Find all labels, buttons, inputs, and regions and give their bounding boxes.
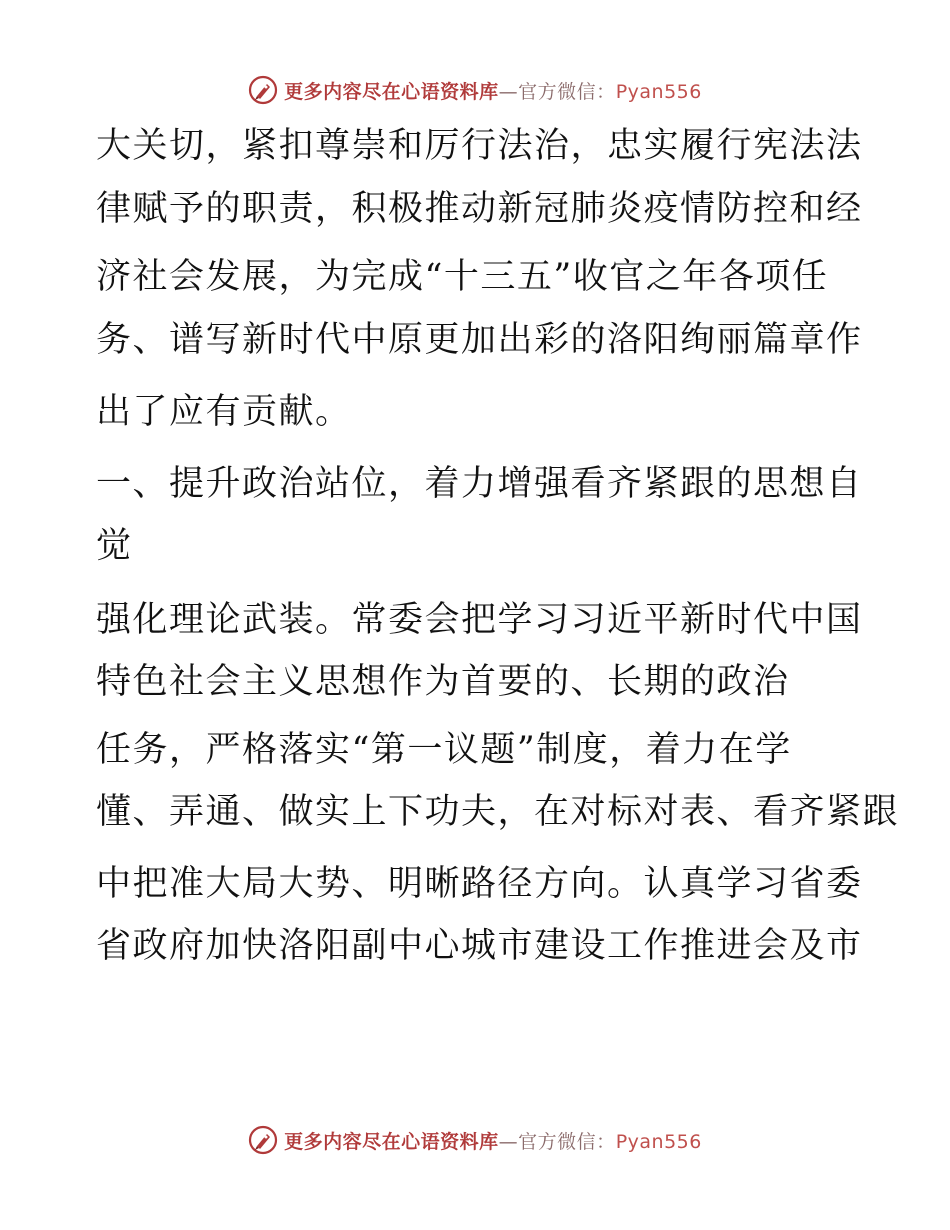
text-line: 务、谱写新时代中原更加出彩的洛阳绚丽篇章作 [96, 320, 863, 360]
text-line: 强化理论武装。常委会把学习习近平新时代中国 [96, 600, 863, 640]
header-watermark [0, 70, 950, 110]
text-line: 中把准大局大势、明晰路径方向。认真学习省委 [96, 864, 863, 904]
text-line: 大关切，紧扣尊崇和厉行法治，忠实履行宪法法 [96, 126, 863, 166]
text-line: 特色社会主义思想作为首要的、长期的政治 [96, 662, 790, 702]
pen-nib-logo-icon [248, 75, 278, 105]
pen-nib-logo-icon [248, 1125, 278, 1155]
text-line: 懂、弄通、做实上下功夫，在对标对表、看齐紧跟 [96, 792, 900, 832]
text-line: 一、提升政治站位，着力增强看齐紧跟的思想自 [96, 464, 863, 504]
text-line: 觉 [96, 526, 133, 566]
text-line: 出了应有贡献。 [96, 392, 352, 432]
footer-watermark [0, 1120, 950, 1160]
watermark-text: 更多内容尽在心语资料库—官方微信：Pyan556 [284, 80, 702, 103]
text-line: 任务，严格落实“第一议题”制度，着力在学 [96, 730, 792, 770]
text-line: 济社会发展，为完成“十三五”收官之年各项任 [96, 257, 829, 297]
watermark-text: 更多内容尽在心语资料库—官方微信：Pyan556 [284, 1130, 702, 1153]
text-line: 省政府加快洛阳副中心城市建设工作推进会及市 [96, 926, 863, 966]
text-line: 律赋予的职责，积极推动新冠肺炎疫情防控和经 [96, 189, 863, 229]
